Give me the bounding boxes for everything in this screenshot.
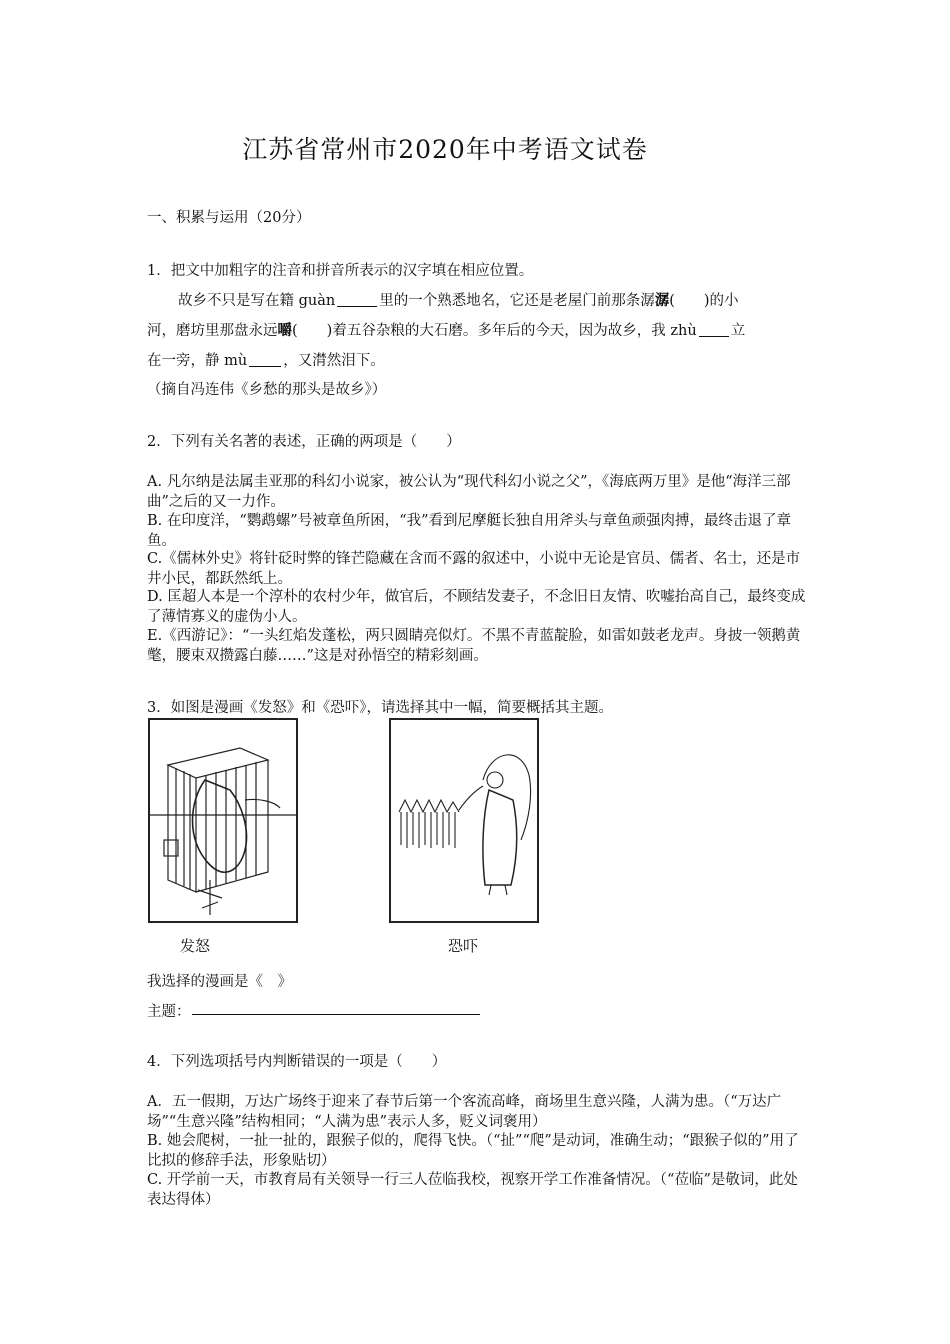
q4-prompt: 4．下列选项括号内判断错误的一项是（ ） [147,1054,447,1070]
q3-prompt: 3．如图是漫画《发怒》和《恐吓》，请选择其中一幅，简要概括其主题。 [147,700,613,716]
cartoon-anger [148,718,298,923]
q4-option-a: A．五一假期，万达广场终于迎来了春节后第一个客流高峰，商场里生意兴隆，人满为患。（“万达广场”“生意兴隆”结构相同；“人满为患”表示人多，贬义词褒用） [147,1094,782,1130]
q1-line-2 [147,319,745,340]
q2-option-c: C.《儒林外史》将针砭时弊的锋芒隐藏在含而不露的叙述中，小说中无论是官员、儒者、名士，还是市井小民，都跃然纸上。 [147,551,801,587]
q1-line-1 [178,289,739,310]
q1-text: 故乡不只是写在籍 guàn [178,293,336,309]
q1-text: 在一旁，静 mù [147,353,248,369]
q4-option-b: B. 她会爬树，一扯一扯的，跟猴子似的，爬得飞快。（“扯”“爬”是动词，准确生动；“跟猴子似的”用了比拟的修辞手法，形象贴切） [147,1133,799,1169]
q2-option-a: A. 凡尔纳是法属圭亚那的科幻小说家，被公认为“现代科幻小说之父”，《海底两万里》是他“海洋三部曲”之后的又一力作。 [147,474,791,510]
q1-text: ( )的小 [669,293,739,309]
q1-text: 河，磨坊里那盘永远 [147,323,278,339]
q1-text: ，又潸然泪下。 [283,353,385,369]
cartoon-anger-drawing [150,720,296,921]
theme-answer-line[interactable] [192,1014,480,1015]
q1-text: 立 [730,323,746,339]
page-title: 江苏省常州市2020年中考语文试卷 [242,135,648,164]
cartoon-threat-drawing [391,720,537,921]
q2-prompt: 2．下列有关名著的表述，正确的两项是（ ） [147,434,461,450]
q1-line-3 [147,349,385,370]
answer-blank[interactable] [699,322,729,337]
q3-theme-label: 主题： [147,1004,191,1020]
bold-char: 嚼 [277,322,292,339]
q2-option-b: B. 在印度洋，“鹦鹉螺”号被章鱼所困，“我”看到尼摩艇长独自用斧头与章鱼顽强肉搏，最终击退了章鱼。 [147,513,792,549]
q2-option-e: E.《西游记》：“一头红焰发蓬松，两只圆睛亮似灯。不黑不青蓝靛脸，如雷如鼓老龙声。身披一领鹅黄氅，腰束双攒露白藤……”这是对孙悟空的精彩刻画。 [147,628,801,664]
q1-source: （摘自冯连伟《乡愁的那头是故乡》） [147,382,387,398]
answer-blank[interactable] [337,292,377,307]
section-heading: 一、积累与运用（20分） [147,210,311,226]
q1-prompt: 1．把文中加粗字的注音和拼音所表示的汉字填在相应位置。 [147,263,534,279]
bold-char: 潺 [654,292,670,309]
cartoon-threat [389,718,539,923]
q2-option-d: D. 匡超人本是一个淳朴的农村少年，做官后，不顾结发妻子，不念旧日友情、吹嘘抬高自己，最终变成了薄情寡义的虚伪小人。 [147,589,806,625]
q1-text: 里的一个熟悉地名，它还是老屋门前那条潺 [379,293,655,309]
caption-anger: 发怒 [180,937,211,955]
q4-option-c: C. 开学前一天，市教育局有关领导一行三人莅临我校，视察开学工作准备情况。（“莅临”是敬词，此处表达得体） [147,1172,798,1208]
caption-threat: 恐吓 [448,937,479,955]
q3-choose: 我选择的漫画是《 》 [147,974,292,990]
answer-blank[interactable] [249,352,281,367]
q1-text: ( )着五谷杂粮的大石磨。多年后的今天，因为故乡，我 zhù [292,323,697,339]
